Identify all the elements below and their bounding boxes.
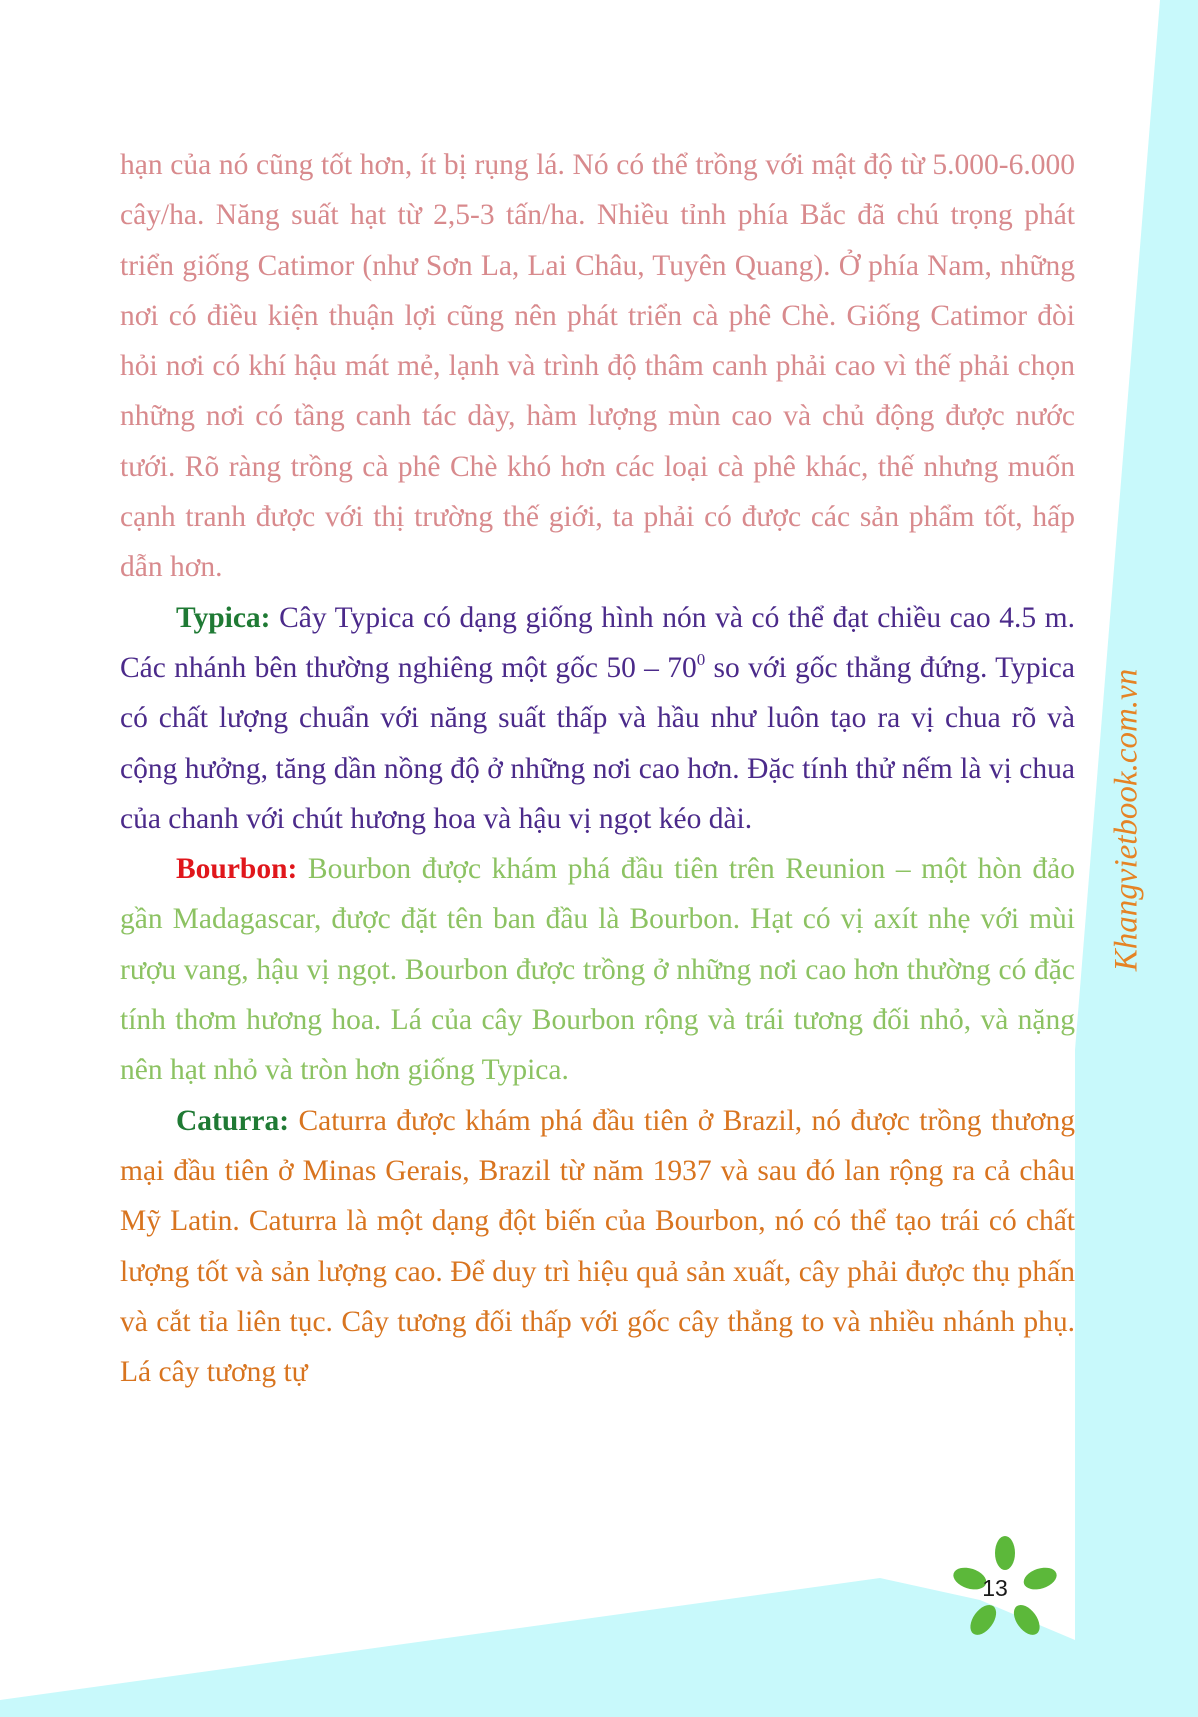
typica-text-part2: so với gốc thẳng đứng. Typica có chất lượng chuẩn với năng suất thấp và hầu như luôn tạo ra vị chua rõ và cộng hưởng, tăng dần nồng độ ở những nơi cao hơn. Đặc tính thử nếm là vị chua của chanh với chút hương hoa và hậu vị ngọt kéo dài.: [120, 651, 1075, 835]
caturra-text: Caturra được khám phá đầu tiên ở Brazil, nó được trồng thương mại đầu tiên ở Minas Gerais, Brazil từ năm 1937 và sau đó lan rộng ra cả châu Mỹ Latin. Caturra là một dạng đột biến của Bourbon, nó có thể tạo trái có chất lượng tốt và sản lượng cao. Để duy trì hiệu quả sản xuất, cây phải được thụ phấn và cắt tỉa liên tục. Cây tương đối thấp với gốc cây thẳng to và nhiều nhánh phụ. Lá cây tương tự: [120, 1104, 1075, 1389]
degree-superscript: 0: [696, 649, 706, 669]
typica-text-part1: Cây Typica có dạng giống hình nón và có thể đạt chiều cao 4.5 m. Các nhánh bên thường nghiêng một gốc 50 – 70: [120, 601, 1075, 684]
caturra-heading: Caturra:: [176, 1104, 290, 1137]
bourbon-paragraph: [120, 844, 1075, 1095]
watermark: Khangvietbook.com.vn: [1108, 668, 1145, 972]
typica-paragraph: [120, 593, 1075, 844]
bourbon-text: Bourbon được khám phá đầu tiên trên Reunion – một hòn đảo gần Madagascar, được đặt tên ban đầu là Bourbon. Hạt có vị axít nhẹ với mùi rượu vang, hậu vị ngọt. Bourbon được trồng ở những nơi cao hơn thường có đặc tính thơm hương hoa. Lá của cây Bourbon rộng và trái tương đối nhỏ, và nặng nên hạt nhỏ và tròn hơn giống Typica.: [120, 853, 1075, 1087]
typica-heading: Typica:: [176, 601, 271, 634]
caturra-paragraph: [120, 1096, 1075, 1398]
bourbon-heading: Bourbon:: [176, 853, 298, 886]
page-number: 13: [982, 1575, 1008, 1601]
page-body: [120, 140, 1075, 1397]
intro-paragraph: hạn của nó cũng tốt hơn, ít bị rụng lá. Nó có thể trồng với mật độ từ 5.000-6.000 cây/ha. Năng suất hạt từ 2,5-3 tấn/ha. Nhiều tỉnh phía Bắc đã chú trọng phát triển giống Catimor (như Sơn La, Lai Châu, Tuyên Quang). Ở phía Nam, những nơi có điều kiện thuận lợi cũng nên phát triển cà phê Chè. Giống Catimor đòi hỏi nơi có khí hậu mát mẻ, lạnh và trình độ thâm canh phải cao vì thế phải chọn những nơi có tầng canh tác dày, hàm lượng mùn cao và chủ động được nước tưới. Rõ ràng trồng cà phê Chè khó hơn các loại cà phê khác, thế nhưng muốn cạnh tranh được với thị trường thế giới, ta phải có được các sản phẩm tốt, hấp dẫn hơn.: [120, 149, 1075, 584]
